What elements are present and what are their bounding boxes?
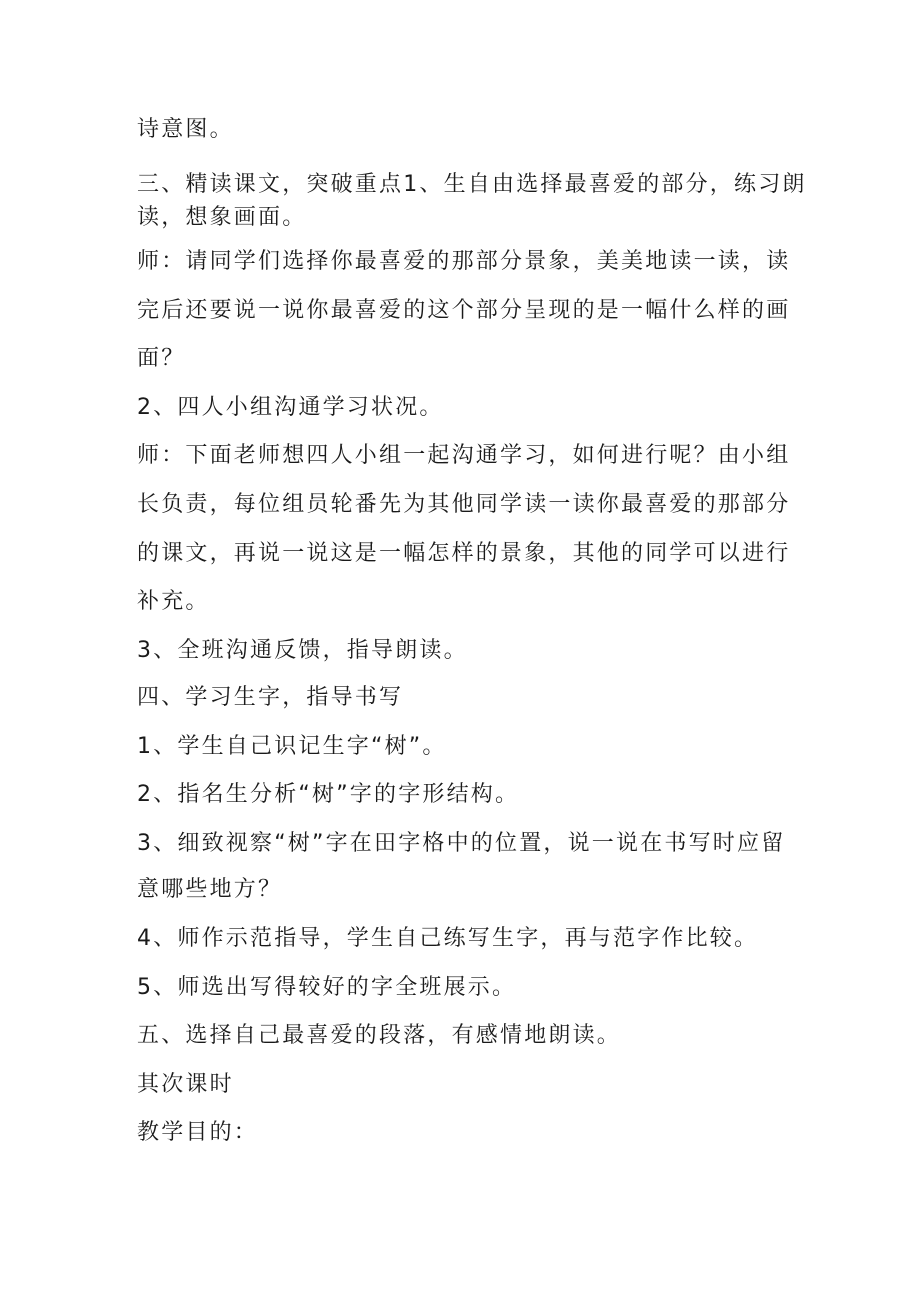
text-line: 诗意图。 bbox=[137, 117, 234, 142]
text-line: 2、四人小组沟通学习状况。 bbox=[137, 395, 444, 420]
text-line: 三、精读课文，突破重点1、生自由选择最喜爱的部分，练习朗 bbox=[137, 172, 807, 197]
text-line: 意哪些地方？ bbox=[137, 877, 283, 902]
text-line: 教学目的： bbox=[137, 1120, 259, 1145]
text-line: 其次课时 bbox=[137, 1072, 234, 1097]
text-line: 面？ bbox=[137, 346, 186, 371]
text-line: 2、指名生分析“树”字的字形结构。 bbox=[137, 782, 520, 807]
text-line: 完后还要说一说你最喜爱的这个部分呈现的是一幅什么样的画 bbox=[137, 298, 791, 323]
text-line: 4、师作示范指导，学生自己练写生字，再与范字作比较。 bbox=[137, 926, 759, 951]
text-line: 1、学生自己识记生字“树”。 bbox=[137, 734, 447, 759]
text-line: 5、师选出写得较好的字全班展示。 bbox=[137, 975, 517, 1000]
text-line: 四、学习生字，指导书写 bbox=[137, 685, 404, 710]
text-line: 3、细致视察“树”字在田字格中的位置，说一说在书写时应留 bbox=[137, 831, 786, 856]
text-line: 五、选择自己最喜爱的段落，有感情地朗读。 bbox=[137, 1023, 622, 1048]
text-line: 补充。 bbox=[137, 589, 210, 614]
text-line: 读，想象画面。 bbox=[137, 205, 307, 230]
text-line: 的课文，再说一说这是一幅怎样的景象，其他的同学可以进行 bbox=[137, 541, 791, 566]
text-line: 师：下面老师想四人小组一起沟通学习，如何进行呢？由小组 bbox=[137, 443, 791, 468]
text-line: 师：请同学们选择你最喜爱的那部分景象，美美地读一读，读 bbox=[137, 249, 791, 274]
text-line: 长负责，每位组员轮番先为其他同学读一读你最喜爱的那部分 bbox=[137, 492, 791, 517]
text-line: 3、全班沟通反馈，指导朗读。 bbox=[137, 638, 468, 663]
